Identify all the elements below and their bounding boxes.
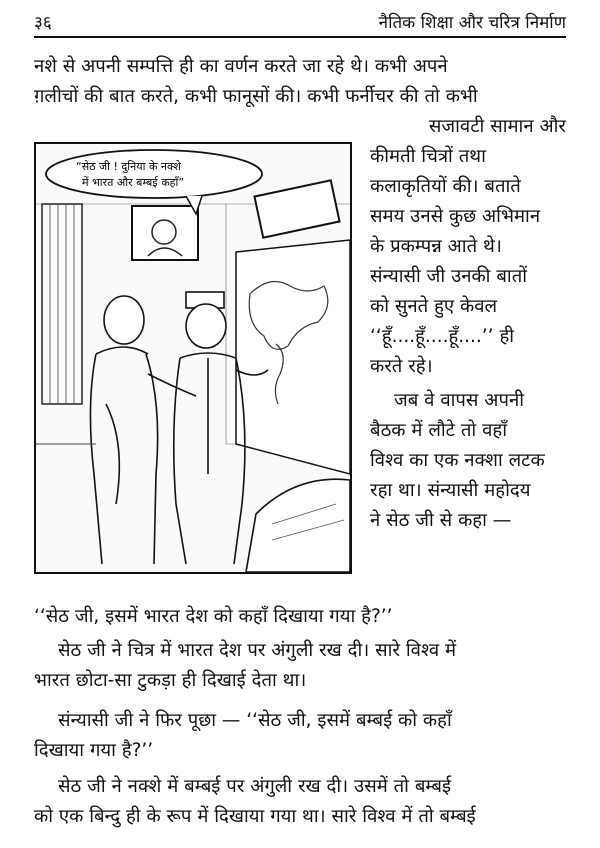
sanyasi-figure bbox=[90, 296, 196, 564]
text-line: बैठक में लौटे तो वहाँ bbox=[370, 420, 508, 441]
text-line: विश्व का एक नक्शा लटक bbox=[370, 450, 545, 471]
text-line: समय उनसे कुछ अभिमान bbox=[370, 206, 541, 227]
illustration bbox=[34, 142, 352, 574]
text-line: सेठ जी ने नक्शे में बम्बई पर अंगुली रख दी। उसमें तो बम्बई bbox=[58, 776, 452, 797]
text-line: ‘‘हूँ....हूँ....हूँ....’’ ही bbox=[370, 326, 515, 347]
speech-bubble-line-1: “सेठ जी ! दुनिया के नक्शे bbox=[76, 160, 181, 173]
text-line: दिखाया गया है?’’ bbox=[34, 740, 154, 761]
text-line: करते रहे। bbox=[370, 356, 433, 377]
text-line: जब वे वापस अपनी bbox=[394, 390, 525, 411]
text-line: सेठ जी ने चित्र में भारत देश पर अंगुली रख दी। सारे विश्व में bbox=[58, 640, 457, 661]
text-line: को एक बिन्दु ही के रूप में दिखाया गया था। सारे विश्व में तो बम्बई bbox=[34, 806, 476, 827]
text-line: को सुनते हुए केवल bbox=[370, 296, 498, 317]
text-line: ने सेठ जी से कहा — bbox=[370, 510, 512, 531]
running-title: नैतिक शिक्षा और चरित्र निर्माण bbox=[378, 13, 566, 33]
text-line: सजावटी सामान और bbox=[428, 116, 566, 137]
paragraph-5 bbox=[34, 706, 566, 766]
text-line: भारत छोटा-सा टुकड़ा ही दिखाई देता था। bbox=[34, 670, 307, 691]
paragraph-4 bbox=[34, 636, 566, 696]
paragraph-3 bbox=[34, 602, 566, 632]
speech-bubble-line-2: में भारत और बम्बई कहाँ” bbox=[82, 176, 185, 189]
text-line: रहा था। संन्यासी महोदय bbox=[370, 480, 531, 501]
paragraph-1-side bbox=[370, 112, 566, 382]
page-number: ३६ bbox=[34, 13, 52, 33]
text-line: संन्यासी जी ने फिर पूछा — ‘‘सेठ जी, इसमें बम्बई को कहाँ bbox=[58, 710, 452, 731]
text-line: ‘‘सेठ जी, इसमें भारत देश को कहाँ दिखाया गया है?’’ bbox=[34, 606, 393, 627]
text-line: कीमती चित्रों तथा bbox=[370, 146, 486, 167]
paragraph-1-full bbox=[34, 52, 566, 112]
text-line: कलाकृतियों की। बताते bbox=[370, 176, 521, 197]
illustration-drawing bbox=[36, 144, 350, 572]
text-line: ग़लीचों की बात करते, कभी फानूसों की। कभी फर्नीचर की तो कभी bbox=[34, 86, 478, 107]
text-line: संन्यासी जी उनकी बातों bbox=[370, 266, 528, 287]
page-header bbox=[34, 8, 566, 38]
paragraph-2-side bbox=[370, 386, 566, 536]
paragraph-6 bbox=[34, 772, 566, 832]
text-line: नशे से अपनी सम्पत्ति ही का वर्णन करते जा रहे थे। कभी अपने bbox=[34, 56, 448, 77]
text-line: के प्रकम्पन्न आते थे। bbox=[370, 236, 502, 257]
